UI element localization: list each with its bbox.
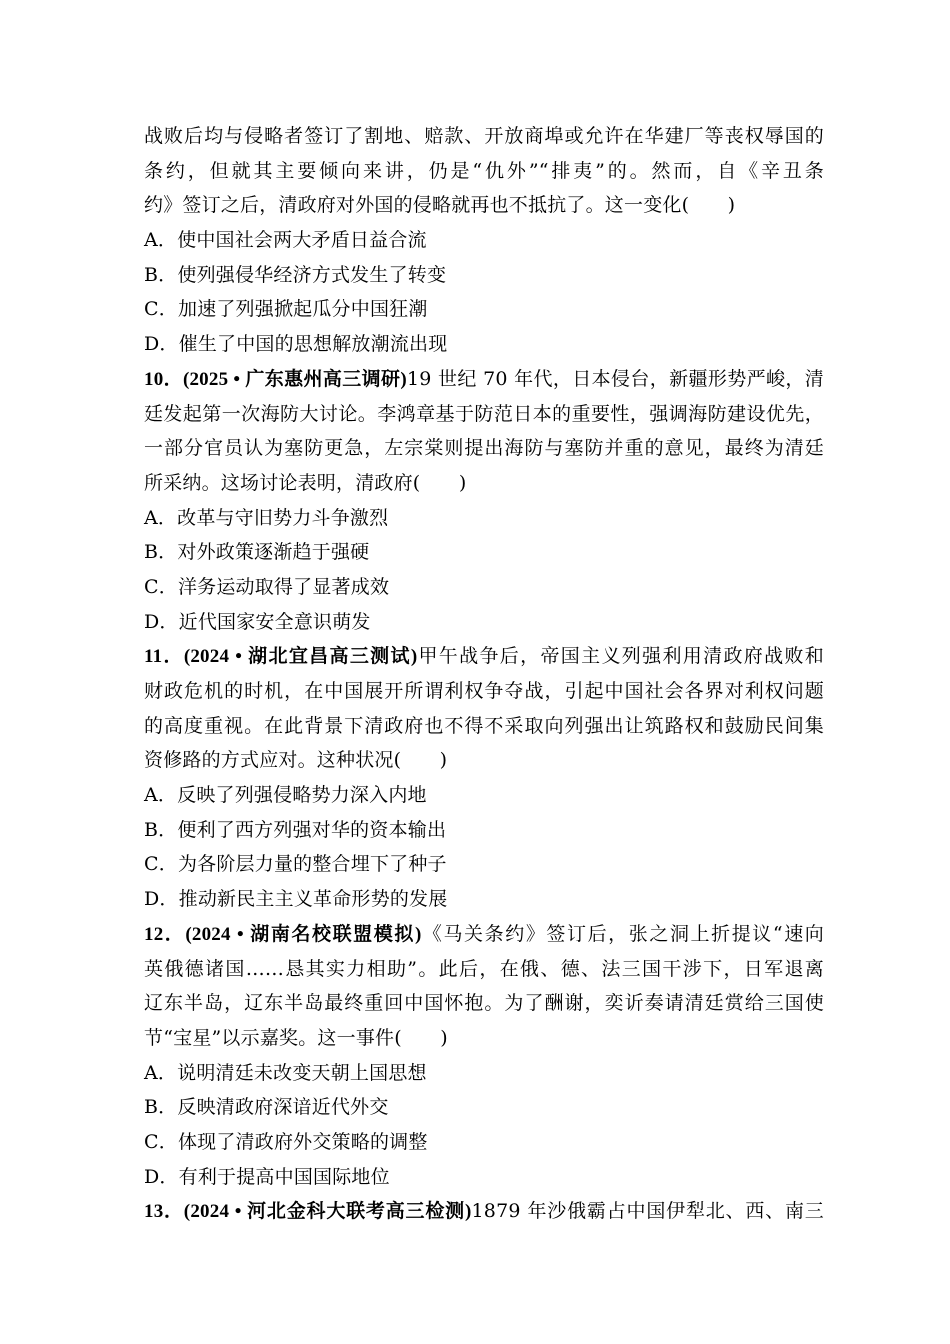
q9-stem-line: 战败后均与侵略者签订了割地、赔款、开放商埠或允许在华建厂等丧权辱国的 (144, 125, 824, 147)
q10-stem-line: 廷发起第一次海防大讨论。李鸿章基于防范日本的重要性，强调海防建设优先， (144, 402, 824, 425)
q12-option-d: D．有利于提高中国国际地位 (144, 1165, 390, 1188)
q11-option-d: D．推动新民主主义革命形势的发展 (144, 888, 448, 911)
q12-stem-line: 英俄德诸国……恳其实力相助”。此后，在俄、德、法三国干涉下，日军退离 (144, 957, 824, 980)
question-11 (144, 639, 824, 917)
q11-stem-start: 甲午战争后，帝国主义列强利用清政府战败和 (417, 645, 824, 668)
question-10 (144, 362, 824, 640)
q11-stem-line: 资修路的方式应对。这种状况( ) (144, 749, 448, 772)
q10-option-c: C．洋务运动取得了显著成效 (144, 575, 390, 598)
q10-header: 10．(2025 • 广东惠州高三调研) (144, 368, 407, 390)
question-13 (144, 1194, 824, 1229)
q12-option-b: B．反映清政府深谙近代外交 (144, 1096, 389, 1119)
q10-stem-line: 一部分官员认为塞防更急，左宗棠则提出海防与塞防并重的意见，最终为清廷 (144, 437, 824, 460)
q9-option-a: A．使中国社会两大矛盾日益合流 (144, 229, 427, 252)
q11-stem-line: 财政危机的时机，在中国展开所谓利权争夺战，引起中国社会各界对利权问题 (144, 680, 824, 702)
q13-header: 13．(2024 • 河北金科大联考高三检测) (144, 1201, 472, 1223)
q11-option-b: B．便利了西方列强对华的资本输出 (144, 818, 447, 841)
q10-option-a: A．改革与守旧势力斗争激烈 (144, 506, 389, 529)
q11-option-c: C．为各阶层力量的整合埋下了种子 (144, 853, 447, 876)
q10-option-d: D．近代国家安全意识萌发 (144, 610, 371, 633)
q12-first-line (144, 917, 824, 952)
q10-first-line (144, 362, 824, 397)
q9-stem-line: 条约，但就其主要倾向来讲，仍是“仇外”“排夷”的。然而，自《辛丑条 (144, 159, 824, 182)
question-9 (144, 119, 824, 362)
q12-stem-line: 节“宝星”以示嘉奖。这一事件( ) (144, 1026, 448, 1049)
q11-stem-line: 的高度重视。在此背景下清政府也不得不采取向列强出让筑路权和鼓励民间集 (144, 714, 824, 737)
question-12 (144, 917, 824, 1195)
q12-option-a: A．说明清廷未改变天朝上国思想 (144, 1061, 427, 1084)
q12-header: 12．(2024 • 湖南名校联盟模拟) (144, 923, 422, 945)
q10-stem-line: 所采纳。这场讨论表明，清政府( ) (144, 471, 467, 494)
q13-stem-start: 1879 年沙俄霸占中国伊犁北、西、南三 (471, 1200, 824, 1223)
question-list (144, 119, 824, 1229)
q9-option-d: D．催生了中国的思想解放潮流出现 (144, 333, 448, 356)
q12-stem-line: 辽东半岛，辽东半岛最终重回中国怀抱。为了酬谢，奕䜣奏请清廷赏给三国使 (144, 992, 824, 1015)
q10-option-b: B．对外政策逐渐趋于强硬 (144, 541, 370, 564)
q9-stem-line: 约》签订之后，清政府对外国的侵略就再也不抵抗了。这一变化( ) (144, 194, 736, 217)
q9-option-b: B．使列强侵华经济方式发生了转变 (144, 263, 447, 286)
q12-option-c: C．体现了清政府外交策略的调整 (144, 1130, 428, 1153)
q12-stem-start: 《马关条约》签订后，张之洞上折提议“速向 (421, 922, 824, 945)
q11-first-line (144, 639, 824, 674)
q9-option-c: C．加速了列强掀起瓜分中国狂潮 (144, 298, 428, 321)
q11-option-a: A．反映了列强侵略势力深入内地 (144, 784, 427, 807)
q10-stem-start: 19 世纪 70 年代，日本侵台，新疆形势严峻，清 (406, 367, 824, 390)
q13-first-line (144, 1194, 824, 1229)
q11-header: 11．(2024 • 湖北宜昌高三测试) (144, 646, 418, 668)
